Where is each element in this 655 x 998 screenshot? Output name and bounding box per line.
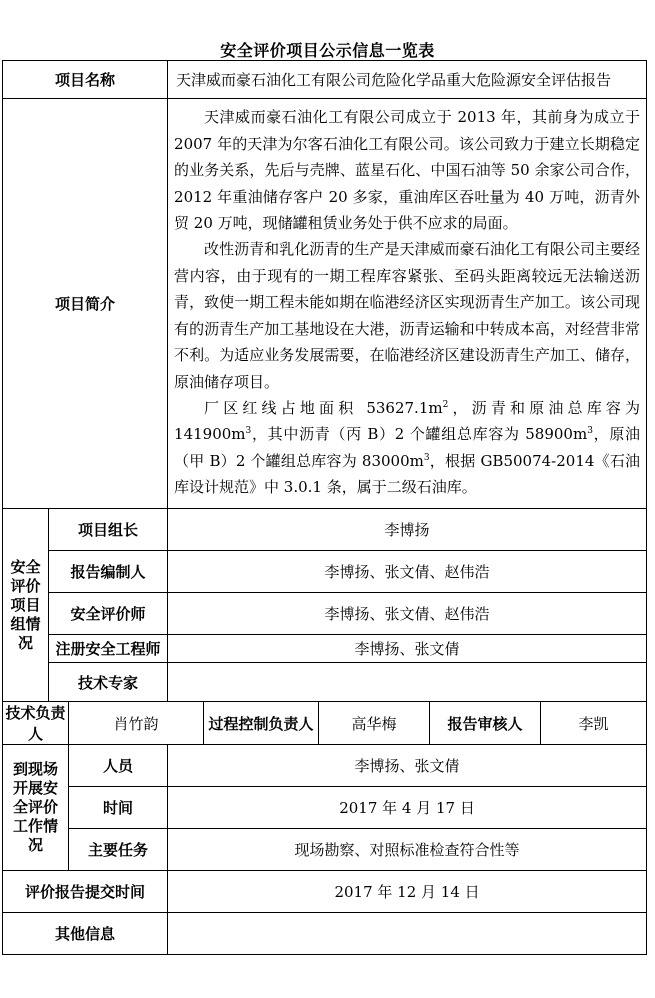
row-team-leader: [3, 509, 647, 551]
row-registered-engineer: [3, 635, 647, 663]
process-control-label: 过程控制负责人: [204, 702, 319, 745]
sup-3-c: 3: [423, 452, 430, 463]
row-submit-time: [3, 871, 647, 913]
intro-paragraph-2: 改性沥青和乳化沥青的生产是天津威而豪石油化工有限公司主要经营内容，由于现有的一期工程库容紧张、至码头距离较远无法输送沥青，致使一期工程未能如期在临港经济区实现沥青生产加工。该公司现有的沥青生产加工基地设在大港，沥青运输和中转成本高，对经营非常不利。为适应业务发展需要，在临港经济区建设沥青生产加工、储存，原油储存项目。: [174, 240, 641, 391]
site-tasks-value: 现场勘察、对照标准检查符合性等: [168, 829, 647, 871]
intro-p3-part-d: ，原油（甲 B）2 个罐组总库容为 83000m: [174, 425, 641, 470]
row-tech-expert: [3, 663, 647, 702]
report-reviewer-value: 李凯: [578, 714, 609, 733]
sup-2: 2: [442, 399, 449, 410]
row-project-name: [3, 61, 647, 99]
row-responsible: [3, 702, 647, 745]
row-site-personnel: [3, 745, 647, 787]
registered-engineer-label: 注册安全工程师: [49, 635, 168, 663]
sup-3-a: 3: [245, 426, 252, 437]
project-name-value: 天津威而豪石油化工有限公司危险化学品重大危险源安全评估报告: [168, 61, 647, 99]
row-site-time: [3, 787, 647, 829]
site-time-label: 时间: [69, 787, 168, 829]
process-control-value: 高华梅: [319, 702, 430, 745]
row-report-author: [3, 551, 647, 593]
other-info-value: [168, 913, 647, 955]
row-project-intro: [3, 99, 647, 509]
tech-expert-label: 技术专家: [49, 663, 168, 702]
project-intro-text: [168, 99, 647, 509]
intro-p3-part-e: ，根据 GB50074-2014《石油库设计规范》中 3.0.1 条，属于二级石油库。: [174, 451, 641, 497]
team-leader-label: 项目组长: [49, 509, 168, 551]
report-reviewer-label: 报告审核人: [430, 702, 541, 745]
report-reviewer-value-cell: [541, 702, 647, 745]
row-safety-evaluator: [3, 593, 647, 635]
site-time-value: 2017 年 4 月 17 日: [168, 787, 647, 829]
team-section-label: 安全 评价 项目 组情 况: [3, 509, 49, 702]
intro-paragraph-3: [174, 395, 640, 501]
submit-time-label: 评价报告提交时间: [3, 871, 168, 913]
other-info-label: 其他信息: [3, 913, 168, 955]
report-author-value: 李博扬、张文倩、赵伟浩: [168, 551, 647, 593]
intro-p3-part-a: 厂区红线占地面积 53627.1m: [204, 398, 443, 417]
tech-lead-label: 技术负责人: [3, 702, 69, 745]
info-table: [2, 60, 647, 955]
project-name-label: 项目名称: [3, 61, 168, 99]
team-leader-value: 李博扬: [168, 509, 647, 551]
tech-expert-value: [168, 663, 647, 702]
submit-time-value: 2017 年 12 月 14 日: [168, 871, 647, 913]
sup-3-b: 3: [587, 426, 593, 437]
site-personnel-label: 人员: [69, 745, 168, 787]
project-intro-label: 项目简介: [3, 99, 168, 509]
intro-paragraph-1: 天津威而豪石油化工有限公司成立于 2013 年，其前身为成立于 2007 年的天津为尔客石油化工有限公司。该公司致力于建立长期稳定的业务关系，先后与壳牌、蓝星石化、中国石油等 50 余家公司合作，2012 年重油储存客户 20 多家，重油库区吞吐量为 40 万吨，沥青外贸 20 万吨，现储罐租赁业务处于供不应求的局面。: [174, 108, 641, 233]
row-other-info: [3, 913, 647, 955]
safety-evaluator-label: 安全评价师: [49, 593, 168, 635]
page-title: 安全评价项目公示信息一览表: [220, 41, 435, 60]
safety-evaluator-value: 李博扬、张文倩、赵伟浩: [168, 593, 647, 635]
site-personnel-value: 李博扬、张文倩: [168, 745, 647, 787]
tech-lead-value: 肖竹韵: [69, 702, 204, 745]
intro-p3-part-b: ，沥青和原油总库容为 141900m: [174, 398, 641, 444]
report-author-label: 报告编制人: [49, 551, 168, 593]
site-tasks-label: 主要任务: [69, 829, 168, 871]
site-section-label: 到现场 开展安 全评价 工作情 况: [3, 745, 69, 871]
registered-engineer-value: 李博扬、张文倩: [168, 635, 647, 663]
row-site-tasks: [3, 829, 647, 871]
intro-p3-part-c: ，其中沥青（丙 B）2 个罐组总库容为 58900m: [251, 425, 588, 444]
